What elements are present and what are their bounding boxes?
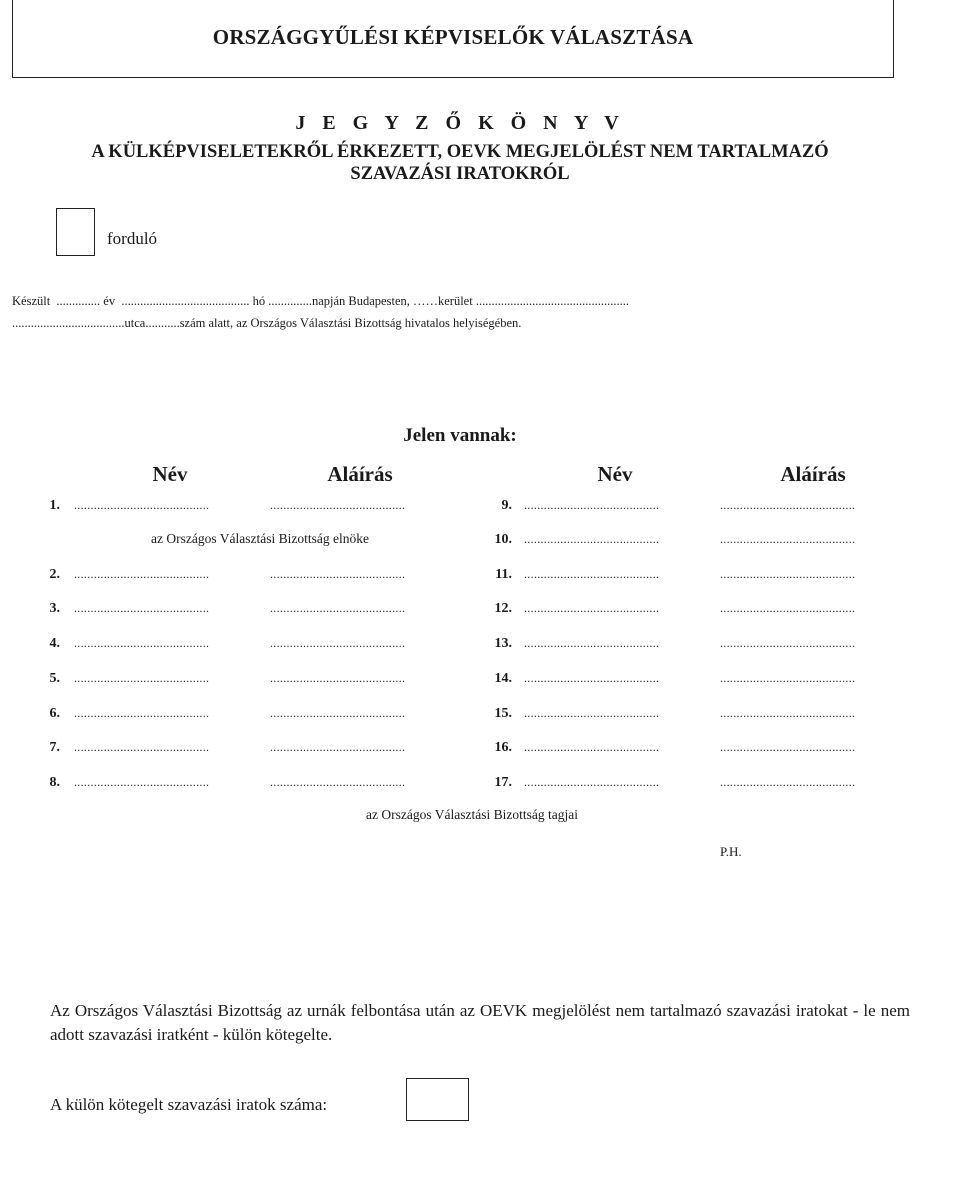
document-subtitle-line2: SZAVAZÁSI IRATOKRÓL	[350, 164, 570, 184]
chair-caption: az Országos Választási Bizottság elnöke	[151, 531, 369, 546]
name-field-right[interactable]: .........................................	[524, 706, 660, 720]
signature-field-left[interactable]: .........................................	[270, 740, 406, 754]
name-field-right[interactable]: .........................................	[524, 740, 660, 754]
document-subtitle-line1: A KÜLKÉPVISELETEKRŐL ÉRKEZETT, OEVK MEGJELÖLÉST NEM TARTALMAZÓ	[91, 142, 829, 162]
column-header-signature-left: Aláírás	[327, 462, 393, 486]
row-number: 5.	[49, 671, 60, 686]
attendance-row	[0, 601, 953, 621]
column-header-signature-right: Aláírás	[780, 462, 846, 486]
name-field-left[interactable]: .........................................	[74, 706, 210, 720]
attendance-row	[0, 671, 953, 691]
name-field-left[interactable]: .........................................	[74, 775, 210, 789]
row-number: 12.	[494, 601, 512, 616]
row-number: 14.	[494, 671, 512, 686]
election-title: ORSZÁGGYŰLÉSI KÉPVISELŐK VÁLASZTÁSA	[212, 25, 694, 49]
name-field-right[interactable]: .........................................	[524, 498, 660, 512]
signature-field-right[interactable]: .........................................	[720, 636, 856, 650]
count-label: A külön kötegelt szavazási iratok száma:	[50, 1095, 328, 1114]
statement-paragraph: Az Országos Választási Bizottság az urnák felbontása után az OEVK megjelölést nem tartalmazó szavazási iratokat - le nem adott szavazási iratként - külön kötegelte.	[50, 1001, 910, 1044]
row-number: 13.	[494, 636, 512, 651]
document-title: J E G Y Z Ő K Ö N Y V	[295, 112, 625, 134]
attendance-row	[0, 775, 953, 795]
column-header-name-left: Név	[152, 462, 188, 486]
signature-field-right[interactable]: .........................................	[720, 775, 856, 789]
name-field-right[interactable]: .........................................	[524, 532, 660, 546]
name-field-left[interactable]: .........................................	[74, 601, 210, 615]
signature-field-right[interactable]: .........................................	[720, 567, 856, 581]
name-field-right[interactable]: .........................................	[524, 567, 660, 581]
name-field-right[interactable]: .........................................	[524, 775, 660, 789]
election-header	[12, 0, 894, 78]
row-number: 2.	[49, 567, 60, 582]
attendance-heading: Jelen vannak:	[403, 425, 517, 446]
made-line-2: ....................................utca...........szám alatt, az Országos Választási Bizottság hivatalos helyiségében.	[12, 316, 522, 330]
row-number: 1.	[49, 498, 60, 513]
column-header-name-right: Név	[597, 462, 633, 486]
row-number: 7.	[49, 740, 60, 755]
name-field-right[interactable]: .........................................	[524, 636, 660, 650]
signature-field-left[interactable]: .........................................	[270, 567, 406, 581]
signature-field-left[interactable]: .........................................	[270, 671, 406, 685]
name-field-right[interactable]: .........................................	[524, 671, 660, 685]
signature-field-left[interactable]: .........................................	[270, 601, 406, 615]
signature-field-right[interactable]: .........................................	[720, 671, 856, 685]
attendance-row	[0, 498, 953, 518]
round-number-box[interactable]	[56, 208, 95, 256]
row-number: 6.	[49, 706, 60, 721]
attendance-row	[0, 706, 953, 726]
round-label: forduló	[107, 229, 158, 248]
name-field-left[interactable]: .........................................	[74, 740, 210, 754]
signature-field-left[interactable]: .........................................	[270, 636, 406, 650]
attendance-row	[0, 636, 953, 656]
name-field-left[interactable]: .........................................	[74, 498, 210, 512]
row-number: 10.	[494, 532, 512, 547]
name-field-right[interactable]: .........................................	[524, 601, 660, 615]
signature-field-right[interactable]: .........................................	[720, 601, 856, 615]
attendance-row	[0, 567, 953, 587]
row-number: 17.	[494, 775, 512, 790]
attendance-row	[0, 740, 953, 760]
signature-field-left[interactable]: .........................................	[270, 498, 406, 512]
name-field-left[interactable]: .........................................	[74, 567, 210, 581]
row-number: 11.	[495, 567, 512, 582]
name-field-left[interactable]: .........................................	[74, 671, 210, 685]
row-number: 15.	[494, 706, 512, 721]
row-number: 16.	[494, 740, 512, 755]
row-number: 4.	[49, 636, 60, 651]
signature-field-right[interactable]: .........................................	[720, 532, 856, 546]
members-caption: az Országos Választási Bizottság tagjai	[366, 807, 578, 822]
signature-field-right[interactable]: .........................................	[720, 498, 856, 512]
row-number: 9.	[501, 498, 512, 513]
signature-field-left[interactable]: .........................................	[270, 775, 406, 789]
made-line-1: Készült .............. év ......................................... hó ..............napján Budapesten, ……kerület .................................................	[12, 294, 629, 308]
row-number: 8.	[49, 775, 60, 790]
row-number: 3.	[49, 601, 60, 616]
signature-field-left[interactable]: .........................................	[270, 706, 406, 720]
stamp-label: P.H.	[720, 844, 742, 859]
signature-field-right[interactable]: .........................................	[720, 706, 856, 720]
name-field-left[interactable]: .........................................	[74, 636, 210, 650]
signature-field-right[interactable]: .........................................	[720, 740, 856, 754]
count-input-box[interactable]	[406, 1078, 469, 1121]
